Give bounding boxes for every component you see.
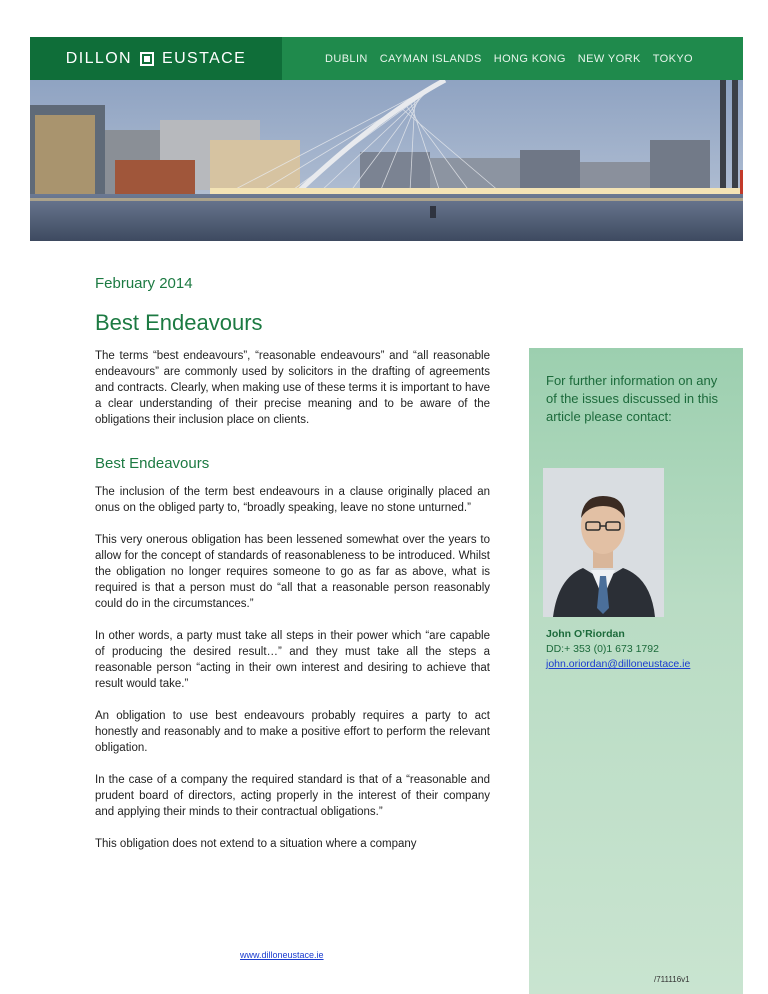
contact-photo: [543, 468, 664, 617]
intro-paragraph: The terms “best endeavours”, “reasonable endeavours” and “all reasonable endeavours” are commonly used by solicitors in the drafting of agreements and contracts. Clearly, when making use of these terms it is important to have a clear understanding of their precise meaning and to be aware of the obligations their inclusion place on clients.: [95, 350, 490, 426]
office-tokyo: TOKYO: [652, 52, 694, 65]
contact-email-link[interactable]: john.oriordan@dilloneustace.ie: [546, 658, 691, 670]
website-link[interactable]: www.dilloneustace.ie: [240, 950, 324, 960]
body-paragraph: In the case of a company the required standard is that of a “reasonable and prudent board of directors, acting properly in the interest of their company and applying their minds to their contractual obligations.”: [95, 774, 490, 818]
portrait-image: [543, 468, 664, 617]
document-reference: /711116v1: [654, 975, 690, 984]
body-paragraph: In other words, a party must take all steps in their power which “are capable of producing the desired result…” and they must take all the steps a reasonable person “acting in their own interest and desiring to achieve that result would take.”: [95, 630, 490, 690]
article-title: Best Endeavours: [95, 310, 263, 335]
contact-prompt: For further information on any of the issues discussed in this article please contact:: [546, 373, 718, 424]
body-paragraph: This obligation does not extend to a situation where a company: [95, 838, 417, 850]
brand-name-left: DILLON: [65, 49, 132, 67]
office-locations: [325, 37, 705, 80]
brand-logo[interactable]: [30, 37, 282, 80]
section-heading: Best Endeavours: [95, 455, 210, 472]
article-body: [95, 348, 490, 868]
contact-name: John O’Riordan: [546, 628, 625, 640]
brand-name-right: EUSTACE: [162, 49, 247, 67]
body-paragraph: An obligation to use best endeavours probably requires a party to act honestly and reasonably and to make a positive effort to perform the relevant obligation.: [95, 710, 490, 754]
contact-phone: DD:+ 353 (0)1 673 1792: [546, 643, 659, 655]
logo-square-icon: [140, 52, 154, 66]
office-hong-kong: HONG KONG: [493, 52, 566, 65]
body-paragraph: The inclusion of the term best endeavours in a clause originally placed an onus on the obliged party to, “broadly speaking, leave no stone unturned.”: [95, 486, 490, 514]
publication-date: February 2014: [95, 275, 193, 292]
banner-photo: [30, 80, 743, 241]
contact-details: [546, 627, 690, 672]
office-new-york: NEW YORK: [577, 52, 641, 65]
body-paragraph: This very onerous obligation has been lessened somewhat over the years to allow for the concept of standards of reasonableness to be introduced. Whilst the obligation no longer requires someone to go as far as above, what is required is that a person must do “all that a reasonable person reasonably could do in the circumstances.”: [95, 534, 490, 610]
header-bar: [30, 37, 743, 80]
bridge-cityscape-image: [30, 80, 743, 241]
office-dublin: DUBLIN: [325, 52, 368, 65]
office-cayman-islands: CAYMAN ISLANDS: [379, 52, 482, 65]
